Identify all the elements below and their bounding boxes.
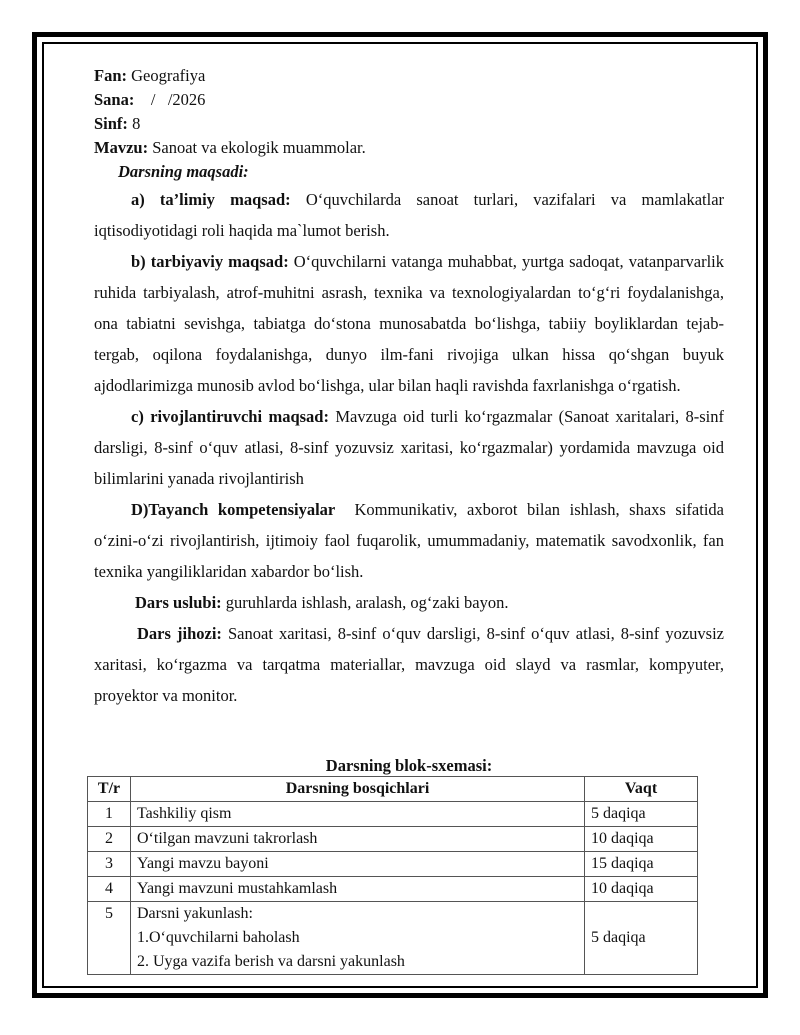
row-number: 3: [88, 852, 131, 877]
goal-upbringing-text: O‘quvchilarni vatanga muhabbat, yurtga sadoqat, vatanparvarlik ruhida tarbiyalash, atrof-muhitni asrash, texnika va texnologiyalardan to‘g‘ri foydalanishga, ona tabiatni sevishga, tabiatga do‘stona munosabatda bo‘lishga, tabiiy boyliklardan tejab-tergab, oqilona foydalanishga, dunyo ilm-fani rivojiga ulkan hissa qo‘shgan buyuk ajdodlarimizga munosib avlod bo‘lishga, ular bilan haqli ravishda faxrlanishga o‘rgatish.: [94, 252, 724, 395]
key-competencies-label: D)Tayanch kompetensiyalar: [131, 500, 336, 519]
row-stage: O‘tilgan mavzuni takrorlash: [131, 827, 585, 852]
row-number: 4: [88, 877, 131, 902]
table-row: [88, 902, 698, 975]
table-title: Darsning blok-sxemasi:: [325, 756, 493, 775]
lesson-method-label: Dars uslubi:: [135, 593, 222, 612]
goal-educational: [94, 184, 724, 246]
row-stage-line: 1.O‘quvchilarni baholash: [137, 929, 300, 946]
lesson-equipment-label: Dars jihozi:: [137, 624, 222, 643]
subject-value: Geografiya: [131, 66, 206, 85]
lesson-plan: [94, 64, 724, 711]
row-stage: Yangi mavzuni mustahkamlash: [131, 877, 585, 902]
table-row: [88, 802, 698, 827]
column-header-number: T/r: [88, 777, 131, 802]
topic-label: Mavzu:: [94, 138, 149, 157]
lesson-equipment-text: Sanoat xaritasi, 8-sinf o‘quv darsligi, 8-sinf o‘quv atlasi, 8-sinf yozuvsiz xaritasi, ko‘rgazma va tarqatma materiallar, mavzuga oid slayd va rasmlar, kompyuter, proyektor va monitor.: [94, 624, 725, 705]
column-header-time: Vaqt: [585, 777, 698, 802]
column-header-stages: Darsning bosqichlari: [131, 777, 585, 802]
grade-value: 8: [132, 114, 141, 133]
date-value: / /2026: [150, 90, 206, 109]
table-row: [88, 877, 698, 902]
topic-value: Sanoat va ekologik muammolar.: [152, 138, 366, 157]
row-stage: Yangi mavzu bayoni: [131, 852, 585, 877]
row-time: 10 daqiqa: [585, 877, 698, 902]
goal-upbringing-label: b) tarbiyaviy maqsad:: [131, 252, 289, 271]
goals-title: Darsning maqsadi:: [118, 162, 249, 181]
goal-developing-text: Mavzuga oid turli ko‘rgazmalar (Sanoat xaritalari, 8-sinf darsligi, 8-sinf o‘quv atlasi, 8-sinf yozuvsiz xaritasi, ko‘rgazmalar) yordamida mavzuga oid bilimlarini yanada rivojlantirish: [94, 407, 724, 488]
table-row: [88, 827, 698, 852]
table-row: [88, 852, 698, 877]
subject-label: Fan:: [94, 66, 127, 85]
date-line: [94, 88, 724, 112]
row-number: 2: [88, 827, 131, 852]
row-number: 5: [88, 902, 131, 975]
goal-educational-text: O‘quvchilarda sanoat turlari, vazifalari va mamlakatlar iqtisodiyotidagi roli haqida ma`lumot berish.: [94, 190, 725, 240]
subject-line: [94, 64, 724, 88]
row-stage: Tashkiliy qism: [131, 802, 585, 827]
grade-line: [94, 112, 724, 136]
row-number: 1: [88, 802, 131, 827]
row-stage-line: 2. Uyga vazifa berish va darsni yakunlash: [137, 953, 405, 970]
key-competencies: [94, 494, 724, 587]
goal-developing: [94, 401, 724, 494]
topic-line: [94, 136, 724, 160]
row-time: 5 daqiqa: [585, 902, 698, 975]
row-time: 10 daqiqa: [585, 827, 698, 852]
date-label: Sana:: [94, 90, 135, 109]
goal-upbringing: [94, 246, 724, 401]
lesson-method-text: guruhlarda ishlash, aralash, og‘zaki bayon.: [225, 593, 509, 612]
lesson-equipment: [94, 618, 724, 711]
lesson-method: [94, 587, 724, 618]
goal-educational-label: a) ta’limiy maqsad:: [131, 190, 291, 209]
table-header-row: [88, 777, 698, 802]
grade-label: Sinf:: [94, 114, 128, 133]
key-competencies-text: Kommunikativ, axborot bilan ishlash, shaxs sifatida o‘zini-o‘zi rivojlantirish, ijtimoiy faol fuqarolik, umummadaniy, matematik savodxonlik, fan texnika yangiliklaridan xabardor bo‘lish.: [94, 500, 724, 581]
lesson-schedule-table: [87, 776, 698, 975]
goal-developing-label: c) rivojlantiruvchi maqsad:: [131, 407, 329, 426]
row-time: 15 daqiqa: [585, 852, 698, 877]
row-stage: [131, 902, 585, 975]
row-time: 5 daqiqa: [585, 802, 698, 827]
row-stage-line: Darsni yakunlash:: [137, 905, 253, 922]
